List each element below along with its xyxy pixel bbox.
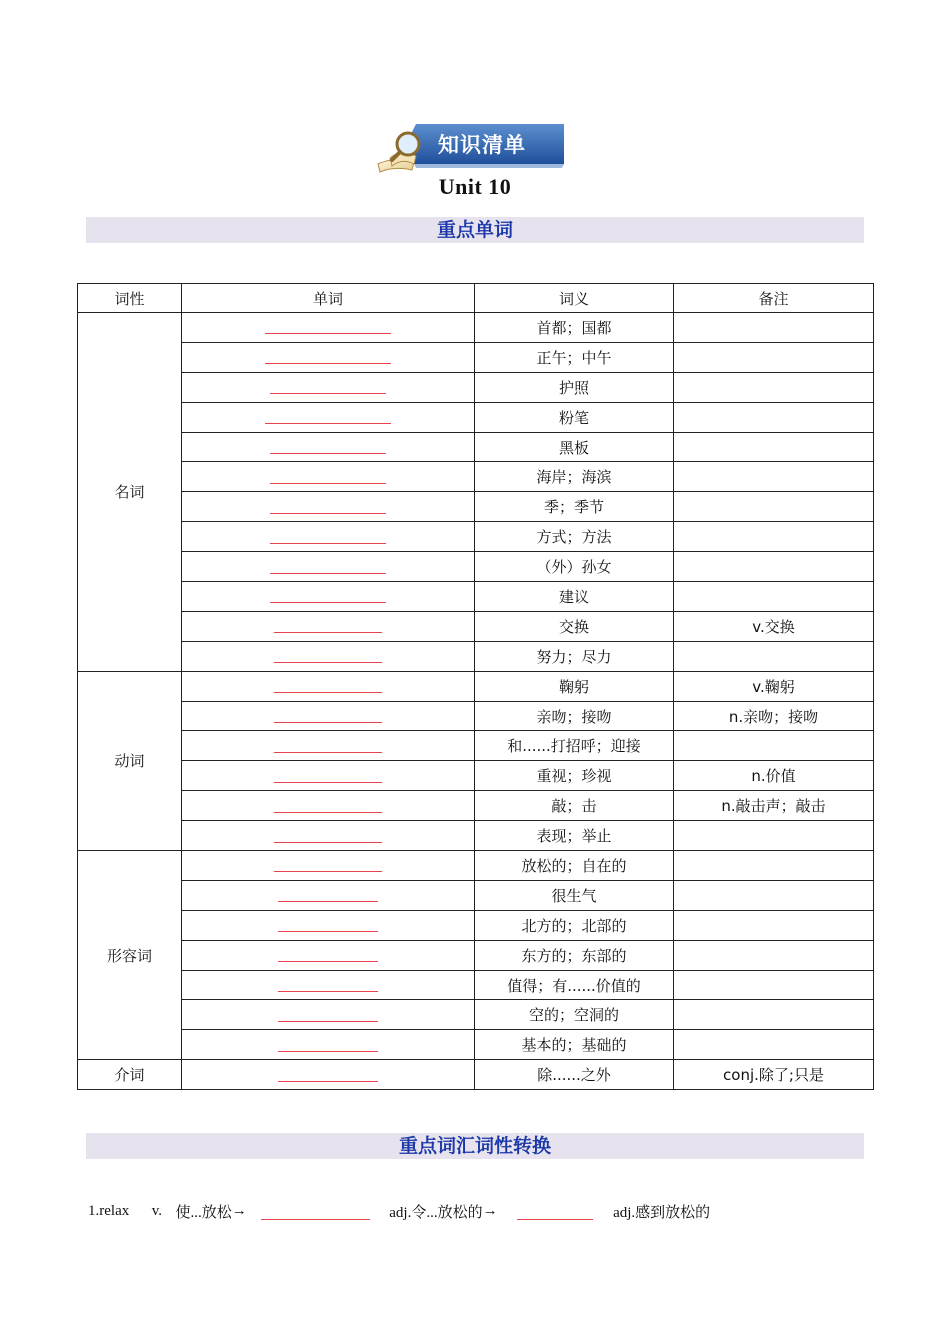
table-row <box>78 402 874 432</box>
table-row <box>78 522 874 552</box>
word-cell[interactable] <box>182 462 475 492</box>
word-cell[interactable] <box>182 492 475 522</box>
word-answer-blank[interactable] <box>274 680 382 693</box>
note-cell <box>674 432 874 462</box>
meaning-cell: 护照 <box>475 372 674 402</box>
note-cell <box>674 970 874 1000</box>
table-row <box>78 731 874 761</box>
note-cell <box>674 940 874 970</box>
word-answer-blank[interactable] <box>274 620 382 633</box>
meaning-cell: 方式；方法 <box>475 522 674 552</box>
knowledge-list-badge <box>376 120 568 176</box>
verb-meaning: 使...放松 <box>175 1205 232 1221</box>
word-cell[interactable] <box>182 910 475 940</box>
word-answer-blank[interactable] <box>274 830 382 843</box>
word-answer-blank[interactable] <box>270 441 386 454</box>
table-row <box>78 1060 874 1090</box>
note-cell <box>674 1000 874 1030</box>
meaning-cell: 粉笔 <box>475 402 674 432</box>
meaning-cell: 正午；中午 <box>475 342 674 372</box>
meaning-cell: 建议 <box>475 582 674 612</box>
word-answer-blank[interactable] <box>278 1069 378 1082</box>
word-answer-blank[interactable] <box>278 1039 378 1052</box>
table-row <box>78 671 874 701</box>
note-cell: n.敲击声；敲击 <box>674 791 874 821</box>
meaning-cell: 交换 <box>475 611 674 641</box>
word-cell[interactable] <box>182 1060 475 1090</box>
word-answer-blank[interactable] <box>270 590 386 603</box>
note-cell <box>674 582 874 612</box>
table-row <box>78 701 874 731</box>
word-cell[interactable] <box>182 821 475 851</box>
meaning-cell: 东方的；东部的 <box>475 940 674 970</box>
word-cell[interactable] <box>182 851 475 881</box>
note-cell: n.价值 <box>674 761 874 791</box>
word-answer-blank[interactable] <box>274 859 382 872</box>
item-number: 1.relax <box>88 1203 130 1219</box>
word-cell[interactable] <box>182 313 475 343</box>
table-row <box>78 940 874 970</box>
note-cell <box>674 462 874 492</box>
note-cell <box>674 342 874 372</box>
word-answer-blank[interactable] <box>270 531 386 544</box>
header-meaning: 词义 <box>475 284 674 313</box>
note-cell <box>674 492 874 522</box>
table-row <box>78 1030 874 1060</box>
meaning-cell: 重视；珍视 <box>475 761 674 791</box>
word-answer-blank[interactable] <box>265 351 391 364</box>
meaning-cell: 鞠躬 <box>475 671 674 701</box>
note-cell <box>674 641 874 671</box>
answer-blank-1[interactable] <box>261 1203 370 1220</box>
note-cell <box>674 821 874 851</box>
table-row <box>78 432 874 462</box>
pos-adj-1: adj.令...放松的 <box>389 1205 483 1221</box>
unit-title: Unit 10 <box>438 174 512 199</box>
word-cell[interactable] <box>182 1000 475 1030</box>
table-row <box>78 851 874 881</box>
table-row <box>78 791 874 821</box>
meaning-cell: 努力；尽力 <box>475 641 674 671</box>
table-row <box>78 313 874 343</box>
note-cell <box>674 880 874 910</box>
word-cell[interactable] <box>182 731 475 761</box>
word-cell[interactable] <box>182 791 475 821</box>
word-cell[interactable] <box>182 582 475 612</box>
meaning-cell: （外）孙女 <box>475 552 674 582</box>
pos-cell: 动词 <box>78 671 182 850</box>
note-cell: n.亲吻；接吻 <box>674 701 874 731</box>
word-cell[interactable] <box>182 671 475 701</box>
word-answer-blank[interactable] <box>274 710 382 723</box>
word-answer-blank[interactable] <box>274 770 382 783</box>
note-cell <box>674 910 874 940</box>
note-cell: v.鞠躬 <box>674 671 874 701</box>
table-header-row <box>78 284 874 313</box>
note-cell <box>674 851 874 881</box>
note-cell <box>674 522 874 552</box>
word-cell[interactable] <box>182 552 475 582</box>
table-row <box>78 880 874 910</box>
word-cell[interactable] <box>182 880 475 910</box>
table-row <box>78 462 874 492</box>
word-answer-blank[interactable] <box>278 949 378 962</box>
word-answer-blank[interactable] <box>270 381 386 394</box>
pos-cell: 名词 <box>78 313 182 672</box>
note-cell <box>674 552 874 582</box>
meaning-cell: 基本的；基础的 <box>475 1030 674 1060</box>
pos-cell: 介词 <box>78 1060 182 1090</box>
word-cell[interactable] <box>182 611 475 641</box>
badge-text: 知识清单 <box>438 133 526 157</box>
meaning-cell: 北方的；北部的 <box>475 910 674 940</box>
note-cell <box>674 731 874 761</box>
meaning-cell: 放松的；自在的 <box>475 851 674 881</box>
note-cell: conj.除了;只是 <box>674 1060 874 1090</box>
table-row <box>78 641 874 671</box>
meaning-cell: 季；季节 <box>475 492 674 522</box>
note-cell <box>674 402 874 432</box>
table-row <box>78 611 874 641</box>
table-row <box>78 910 874 940</box>
word-cell[interactable] <box>182 342 475 372</box>
meaning-cell: 表现；举止 <box>475 821 674 851</box>
note-cell <box>674 372 874 402</box>
arrow-icon: → <box>482 1203 498 1219</box>
word-answer-blank[interactable] <box>274 740 382 753</box>
pos-cell: 形容词 <box>78 851 182 1060</box>
word-answer-blank[interactable] <box>274 650 382 663</box>
table-row <box>78 552 874 582</box>
meaning-cell: 很生气 <box>475 880 674 910</box>
word-cell[interactable] <box>182 641 475 671</box>
pos-adj-2: adj.感到放松的 <box>613 1205 711 1221</box>
meaning-cell: 除......之外 <box>475 1060 674 1090</box>
note-cell: v.交换 <box>674 611 874 641</box>
table-row <box>78 821 874 851</box>
word-answer-blank[interactable] <box>278 979 378 992</box>
meaning-cell: 值得；有......价值的 <box>475 970 674 1000</box>
table-row <box>78 761 874 791</box>
word-cell[interactable] <box>182 372 475 402</box>
arrow-icon: → <box>231 1203 247 1219</box>
word-answer-blank[interactable] <box>278 889 378 902</box>
meaning-cell: 敲；击 <box>475 791 674 821</box>
word-cell[interactable] <box>182 701 475 731</box>
word-answer-blank[interactable] <box>278 1009 378 1022</box>
meaning-cell: 海岸；海滨 <box>475 462 674 492</box>
table-row <box>78 342 874 372</box>
pos-verb: v. <box>151 1203 163 1219</box>
word-answer-blank[interactable] <box>265 411 391 424</box>
note-cell <box>674 313 874 343</box>
meaning-cell: 首都；国都 <box>475 313 674 343</box>
word-cell[interactable] <box>182 940 475 970</box>
section-title-key-words: 重点单词 <box>86 217 864 243</box>
table-row <box>78 970 874 1000</box>
word-cell[interactable] <box>182 1030 475 1060</box>
word-cell[interactable] <box>182 761 475 791</box>
header-pos: 词性 <box>78 284 182 313</box>
header-note: 备注 <box>674 284 874 313</box>
meaning-cell: 黑板 <box>475 432 674 462</box>
note-cell <box>674 1030 874 1060</box>
word-answer-blank[interactable] <box>270 471 386 484</box>
word-answer-blank[interactable] <box>270 561 386 574</box>
word-answer-blank[interactable] <box>265 321 391 334</box>
table-row <box>78 492 874 522</box>
vocabulary-table <box>77 283 874 1090</box>
table-row <box>78 372 874 402</box>
answer-blank-2[interactable] <box>517 1203 593 1220</box>
meaning-cell: 空的；空洞的 <box>475 1000 674 1030</box>
word-cell[interactable] <box>182 402 475 432</box>
table-row <box>78 582 874 612</box>
section-title-conversion: 重点词汇词性转换 <box>86 1133 864 1159</box>
conversion-line <box>88 1201 888 1222</box>
word-cell[interactable] <box>182 970 475 1000</box>
word-answer-blank[interactable] <box>278 919 378 932</box>
header-word: 单词 <box>182 284 475 313</box>
word-cell[interactable] <box>182 432 475 462</box>
word-answer-blank[interactable] <box>274 800 382 813</box>
meaning-cell: 和......打招呼；迎接 <box>475 731 674 761</box>
table-row <box>78 1000 874 1030</box>
word-cell[interactable] <box>182 522 475 552</box>
word-answer-blank[interactable] <box>270 501 386 514</box>
meaning-cell: 亲吻；接吻 <box>475 701 674 731</box>
